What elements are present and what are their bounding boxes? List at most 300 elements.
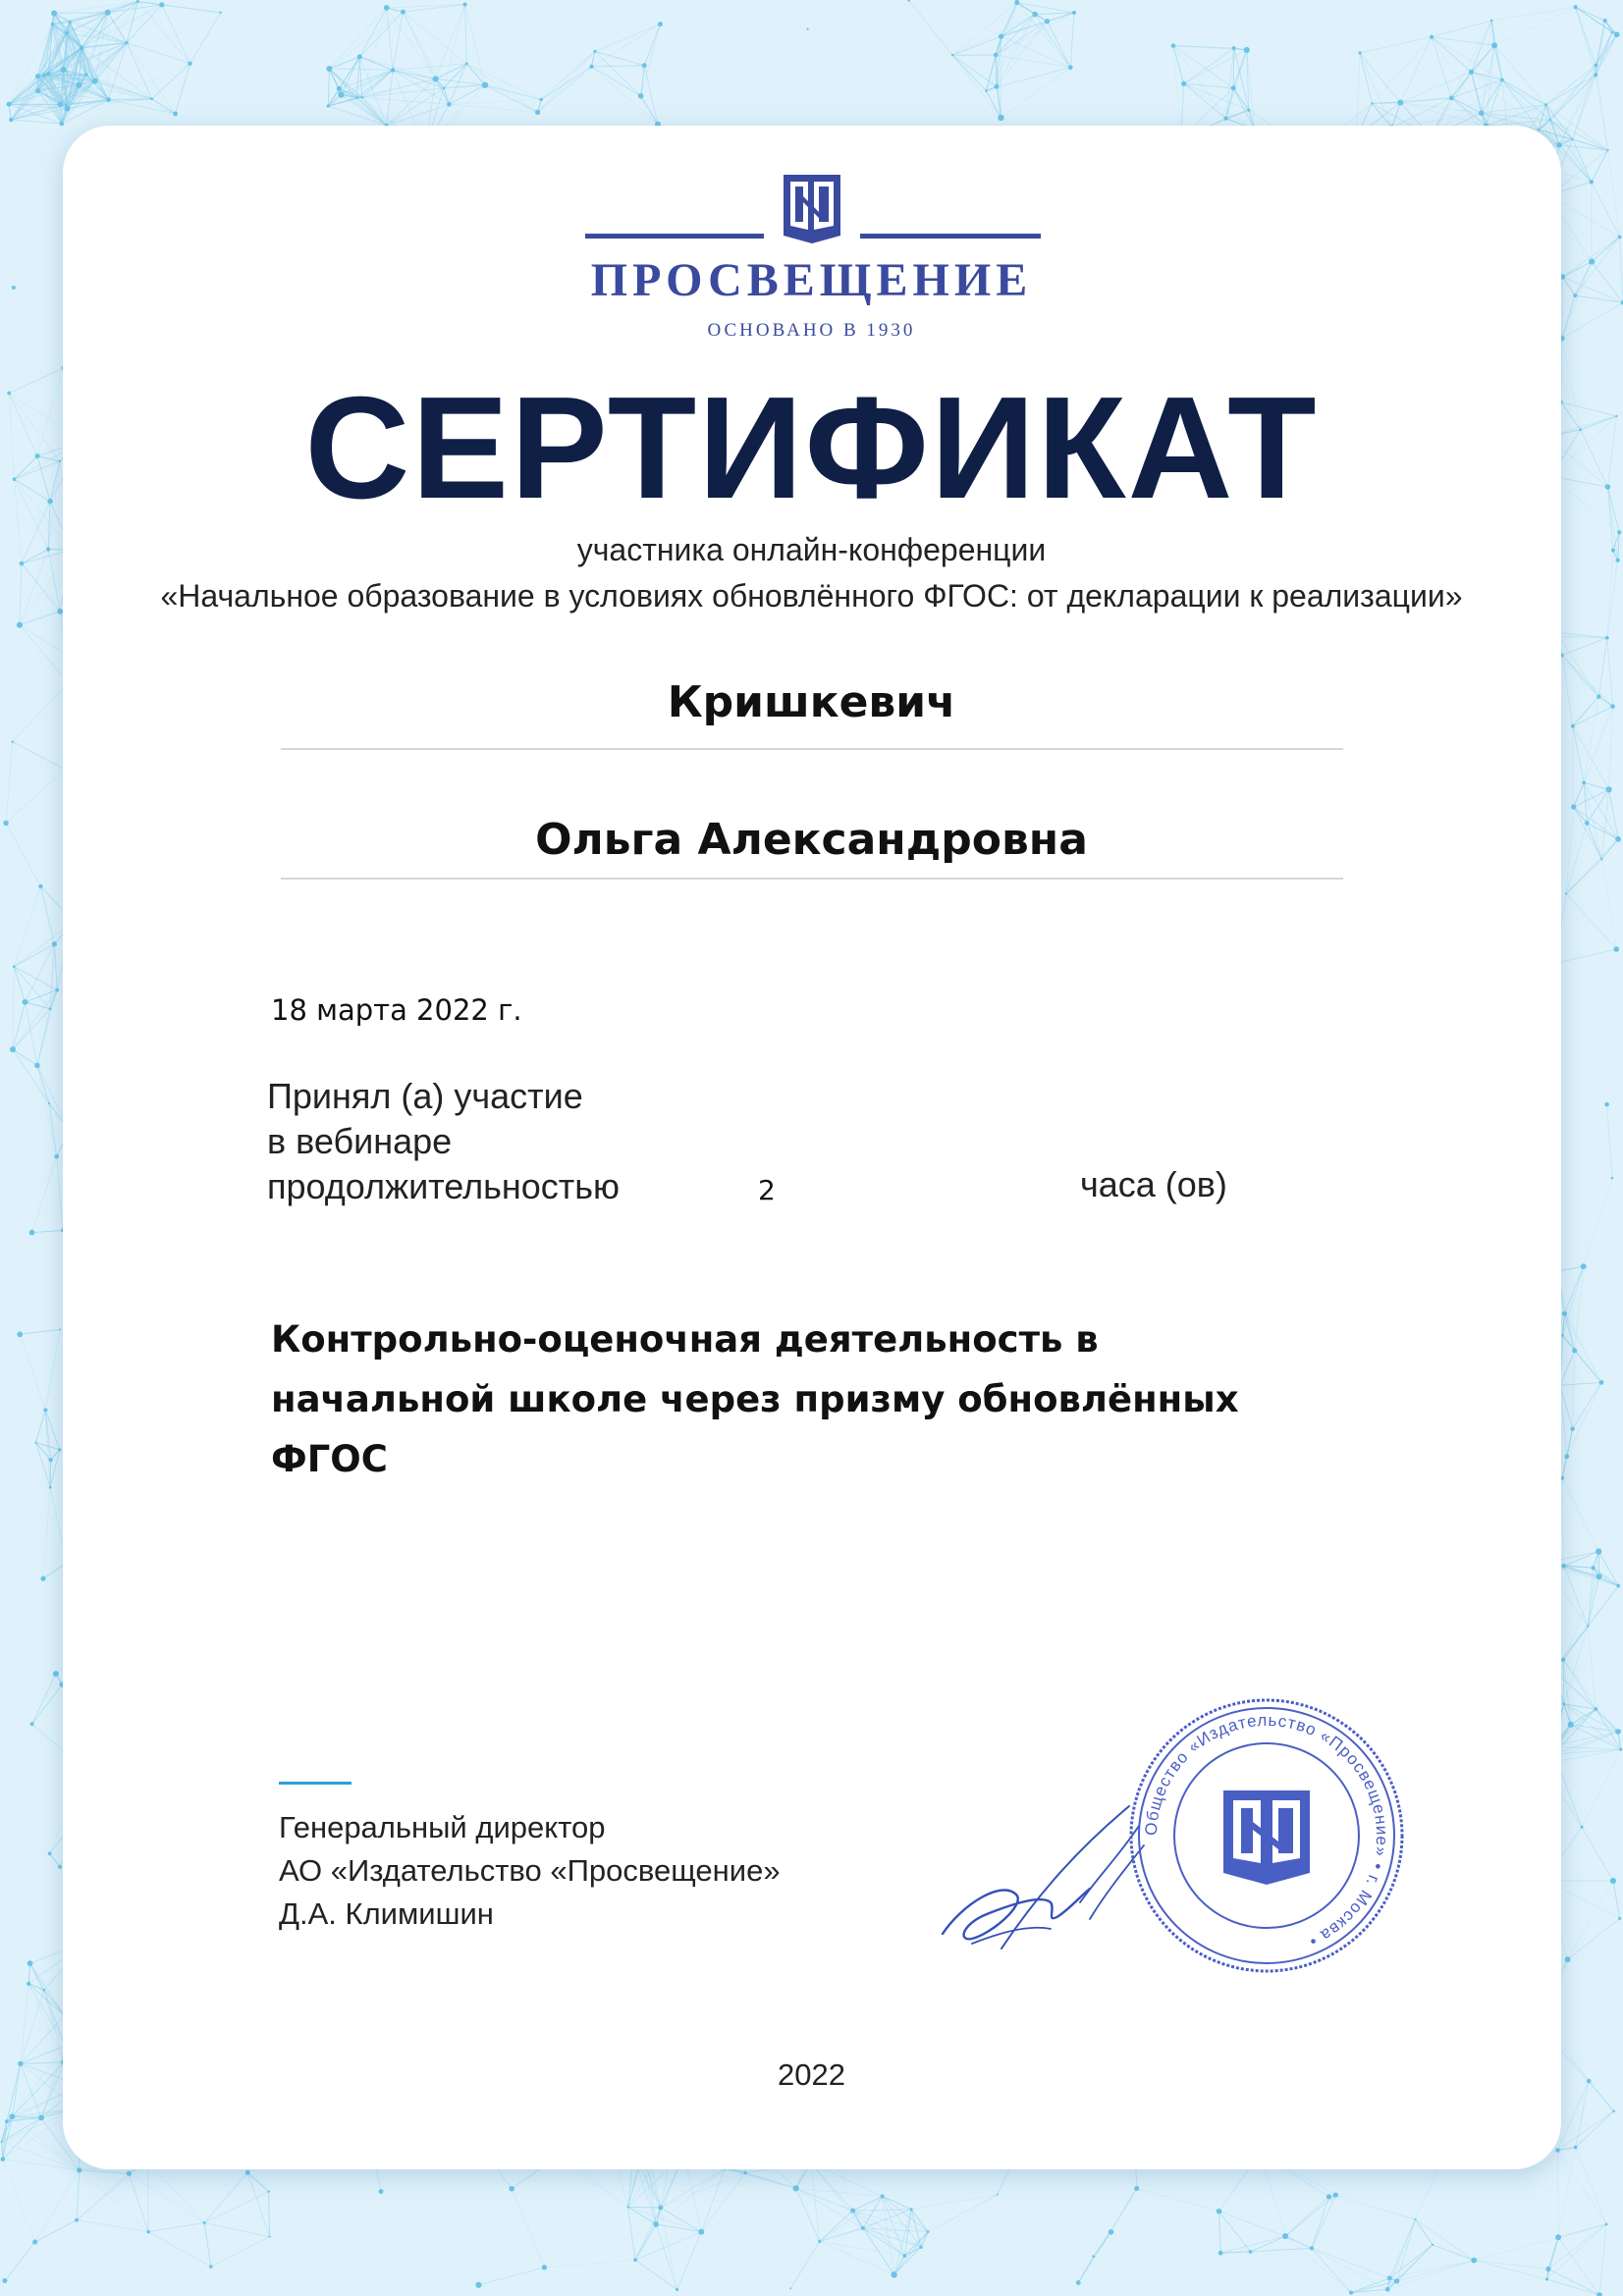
- network-node: [482, 81, 488, 87]
- network-node: [1599, 1380, 1604, 1385]
- network-node: [463, 3, 467, 7]
- network-node: [1538, 129, 1540, 131]
- network-node: [27, 1982, 30, 1986]
- network-link: [43, 1487, 50, 1578]
- network-node: [1562, 1311, 1567, 1316]
- network-node: [1217, 2209, 1222, 2215]
- given-names-underline: [281, 878, 1343, 880]
- network-node: [10, 2113, 16, 2119]
- network-node: [850, 2209, 855, 2214]
- network-node: [203, 2221, 206, 2224]
- network-node: [51, 11, 57, 17]
- network-link: [162, 5, 221, 13]
- network-node: [146, 2230, 150, 2234]
- network-link: [1568, 1881, 1613, 1959]
- network-link: [28, 1963, 29, 1984]
- network-link: [641, 96, 658, 125]
- network-node: [384, 5, 390, 11]
- network-link: [595, 25, 660, 52]
- network-node: [1604, 1102, 1609, 1107]
- network-link: [1312, 2248, 1397, 2281]
- network-node: [818, 2240, 821, 2243]
- network-node: [1561, 1334, 1564, 1337]
- network-link: [1094, 2188, 1137, 2256]
- network-link: [952, 55, 997, 86]
- network-link: [1416, 2219, 1434, 2245]
- network-node: [1606, 149, 1608, 151]
- network-link: [1582, 1749, 1621, 1827]
- network-node: [997, 2194, 999, 2196]
- network-node: [2, 2278, 7, 2283]
- network-node: [337, 86, 342, 91]
- network-node: [1479, 110, 1484, 115]
- network-node: [54, 1154, 59, 1159]
- network-link: [176, 64, 190, 114]
- network-link: [1360, 37, 1432, 53]
- network-link: [20, 1334, 45, 1410]
- network-node: [1596, 1548, 1601, 1554]
- network-link: [591, 67, 658, 125]
- network-node: [65, 106, 71, 112]
- network-link: [403, 12, 466, 64]
- network-node: [1092, 2255, 1095, 2258]
- network-link: [1335, 2195, 1415, 2219]
- network-node: [902, 2254, 906, 2258]
- network-link: [1573, 726, 1584, 783]
- network-link: [538, 51, 595, 112]
- network-node: [326, 66, 332, 72]
- network-node: [43, 1989, 46, 1992]
- network-link: [31, 1156, 56, 1232]
- network-node: [1385, 2287, 1390, 2292]
- surname-underline: [281, 748, 1343, 750]
- network-node: [40, 1576, 45, 1581]
- network-node: [35, 88, 40, 93]
- network-node: [1574, 5, 1578, 9]
- network-node: [1076, 2280, 1081, 2285]
- network-node: [327, 104, 330, 107]
- network-link: [1471, 72, 1539, 130]
- network-node: [1244, 47, 1250, 53]
- network-node: [106, 97, 111, 102]
- network-node: [55, 988, 59, 992]
- certificate-subtitle: участника онлайн-конференции: [576, 532, 1047, 567]
- network-node: [1545, 2278, 1548, 2281]
- network-node: [744, 2171, 747, 2174]
- network-link: [77, 2173, 129, 2219]
- network-link: [1599, 2224, 1606, 2295]
- signatory-accent-line: [279, 1782, 352, 1785]
- network-link: [1137, 2188, 1219, 2211]
- network-node: [1565, 1956, 1571, 1962]
- network-node: [13, 965, 16, 968]
- network-link: [77, 2162, 148, 2220]
- network-link: [1173, 46, 1226, 119]
- network-node: [1072, 11, 1076, 15]
- network-node: [220, 12, 222, 14]
- network-node: [1556, 142, 1561, 147]
- network-node: [633, 2258, 637, 2262]
- network-link: [1312, 2195, 1335, 2248]
- organization-stamp: [1119, 1688, 1414, 1983]
- network-node: [1544, 103, 1547, 106]
- network-link: [1548, 2237, 1558, 2269]
- network-link: [996, 55, 1070, 68]
- network-link: [1017, 3, 1071, 68]
- participant-surname: Кришкевич: [667, 677, 956, 727]
- network-node: [910, 2208, 913, 2211]
- network-node: [1469, 70, 1474, 75]
- network-link: [6, 742, 13, 824]
- network-link: [1001, 68, 1070, 118]
- network-link: [1557, 2151, 1558, 2238]
- network-link: [1573, 75, 1596, 138]
- network-node: [65, 104, 68, 107]
- network-node: [150, 97, 153, 100]
- network-node: [357, 54, 362, 59]
- network-link: [1596, 75, 1607, 150]
- network-link: [952, 55, 986, 90]
- network-link: [635, 2260, 677, 2289]
- signatory-position: Генеральный директор: [279, 1810, 606, 1844]
- network-node: [447, 102, 452, 107]
- brand-founded: ОСНОВАНО В 1930: [707, 320, 916, 341]
- network-link: [1389, 2219, 1415, 2278]
- network-node: [1387, 2275, 1392, 2280]
- network-node: [5, 2119, 9, 2123]
- network-link: [1491, 7, 1575, 21]
- network-link: [1048, 22, 1071, 68]
- network-node: [338, 91, 344, 97]
- network-node: [540, 98, 543, 101]
- network-link: [1582, 1827, 1613, 1881]
- logo-rule-left: [585, 234, 764, 239]
- network-node: [23, 999, 28, 1005]
- network-link: [1387, 2261, 1474, 2290]
- network-node: [29, 1230, 35, 1236]
- network-node: [861, 2226, 865, 2230]
- network-link: [32, 1674, 56, 1724]
- network-link: [1494, 45, 1545, 104]
- network-node: [1014, 0, 1019, 5]
- network-node: [1430, 35, 1434, 39]
- network-link: [644, 25, 660, 66]
- network-node: [1565, 892, 1567, 894]
- network-link: [1372, 103, 1391, 128]
- network-node: [1616, 1584, 1620, 1588]
- network-link: [1568, 1918, 1620, 1959]
- footer-year: 2022: [778, 2057, 845, 2092]
- network-link: [1592, 150, 1608, 182]
- network-link: [1548, 2224, 1606, 2269]
- network-link: [1285, 2195, 1335, 2236]
- network-link: [1563, 1660, 1564, 1704]
- network-node: [38, 884, 42, 888]
- network-link: [538, 67, 592, 113]
- network-link: [656, 2224, 676, 2289]
- network-node: [443, 86, 446, 89]
- network-node: [1032, 12, 1038, 18]
- network-node: [34, 1441, 36, 1443]
- network-link: [1328, 2197, 1415, 2219]
- network-link: [77, 2170, 80, 2220]
- network-node: [627, 2206, 629, 2208]
- network-node: [1358, 51, 1361, 54]
- network-node: [1572, 1348, 1577, 1353]
- network-link: [1486, 105, 1545, 126]
- network-node: [475, 2282, 481, 2288]
- event-date: 18 марта 2022 г.: [271, 993, 522, 1027]
- network-node: [49, 1486, 52, 1489]
- network-node: [125, 41, 128, 44]
- network-link: [811, 2163, 820, 2242]
- network-node: [58, 102, 63, 107]
- network-link: [1360, 53, 1392, 128]
- network-link: [162, 5, 190, 64]
- network-link: [1567, 1429, 1573, 1457]
- network-link: [356, 57, 359, 98]
- network-node: [1068, 65, 1073, 70]
- network-node: [653, 2221, 659, 2227]
- participant-given-names: Ольга Александровна: [535, 815, 1088, 865]
- network-node: [698, 2229, 704, 2235]
- network-node: [1109, 2229, 1114, 2235]
- brand-name: ПРОСВЕЩЕНИЕ: [590, 254, 1033, 306]
- network-node: [51, 23, 54, 26]
- network-link: [449, 99, 541, 104]
- network-link: [148, 2232, 211, 2268]
- network-link: [909, 0, 952, 55]
- network-node: [1181, 81, 1186, 86]
- network-node: [1613, 946, 1619, 952]
- network-link: [811, 2163, 853, 2211]
- network-link: [2, 2142, 3, 2160]
- network-link: [1573, 726, 1609, 790]
- network-link: [1564, 1566, 1618, 1585]
- network-node: [269, 2236, 271, 2238]
- network-node: [1610, 1878, 1616, 1884]
- network-link: [1562, 638, 1607, 656]
- network-link: [45, 1330, 60, 1411]
- network-link: [80, 2170, 130, 2173]
- duration-value: 2: [758, 1174, 776, 1206]
- network-link: [26, 1002, 51, 1009]
- network-link: [635, 2224, 656, 2260]
- network-node: [1618, 235, 1622, 239]
- network-node: [1614, 31, 1620, 37]
- network-node: [59, 1329, 61, 1331]
- network-node: [10, 1046, 16, 1052]
- network-link: [127, 43, 189, 64]
- network-node: [1045, 19, 1050, 24]
- network-node: [535, 110, 540, 115]
- network-link: [1564, 1313, 1601, 1382]
- network-link: [1433, 2245, 1474, 2261]
- network-link: [1563, 1335, 1601, 1382]
- network-node: [1591, 1566, 1595, 1570]
- network-node: [1582, 781, 1586, 785]
- network-link: [591, 67, 640, 96]
- network-link: [449, 85, 485, 105]
- network-link: [628, 2208, 635, 2261]
- network-link: [541, 67, 591, 100]
- network-node: [999, 33, 1003, 38]
- network-node: [1590, 180, 1594, 184]
- network-node: [1568, 1722, 1574, 1728]
- network-node: [1562, 1702, 1565, 1705]
- network-link: [1608, 150, 1620, 237]
- network-node: [806, 27, 808, 29]
- network-link: [894, 2232, 928, 2275]
- network-node: [1349, 2290, 1353, 2294]
- network-node: [1415, 2218, 1417, 2220]
- network-node: [951, 54, 953, 56]
- network-link: [811, 2163, 863, 2228]
- network-node: [173, 111, 178, 116]
- participation-line-2: в вебинаре: [267, 1121, 453, 1161]
- network-node: [1611, 1177, 1614, 1180]
- network-node: [1500, 78, 1504, 81]
- network-link: [952, 36, 1001, 55]
- network-link: [465, 5, 467, 64]
- network-link: [356, 98, 386, 126]
- network-node: [1581, 1263, 1587, 1269]
- network-link: [485, 85, 541, 100]
- network-node: [46, 72, 50, 76]
- network-node: [1574, 2146, 1578, 2150]
- network-link: [269, 2192, 270, 2237]
- network-link: [1558, 1266, 1584, 1271]
- network-link: [1557, 2151, 1606, 2224]
- network-node: [77, 2167, 81, 2172]
- network-link: [1078, 2257, 1093, 2283]
- network-link: [1234, 48, 1255, 130]
- network-link: [921, 2195, 998, 2248]
- network-node: [159, 2, 164, 7]
- network-link: [137, 2, 162, 5]
- network-link: [1558, 2147, 1576, 2237]
- network-node: [1615, 1729, 1621, 1735]
- network-node: [1594, 1707, 1597, 1711]
- network-link: [1184, 50, 1247, 83]
- network-link: [1567, 1382, 1601, 1456]
- network-link: [1357, 53, 1360, 136]
- network-link: [1070, 13, 1074, 68]
- network-node: [49, 1007, 52, 1010]
- network-node: [1594, 73, 1597, 77]
- network-link: [1576, 2147, 1606, 2223]
- network-link: [1575, 1266, 1584, 1351]
- network-node: [391, 68, 395, 72]
- network-node: [136, 0, 139, 3]
- network-link: [1574, 782, 1584, 807]
- network-link: [127, 43, 176, 114]
- network-node: [1605, 636, 1609, 640]
- network-node: [509, 2186, 514, 2192]
- network-link: [1494, 7, 1576, 45]
- network-node: [658, 22, 663, 27]
- network-node: [985, 89, 988, 92]
- network-node: [1432, 2244, 1434, 2246]
- network-link: [204, 2222, 211, 2267]
- network-link: [50, 1853, 60, 1866]
- network-node: [1570, 1426, 1575, 1431]
- network-node: [1249, 2250, 1253, 2254]
- network-link: [1564, 1566, 1589, 1626]
- network-link: [449, 64, 466, 104]
- network-link: [1219, 2212, 1221, 2254]
- network-node: [1618, 1917, 1621, 1920]
- network-link: [14, 886, 40, 967]
- network-node: [593, 50, 596, 53]
- duration-label: продолжительностью: [267, 1166, 620, 1206]
- network-link: [641, 66, 645, 96]
- network-link: [1474, 2261, 1548, 2269]
- network-link: [1432, 21, 1491, 37]
- network-link: [31, 1230, 63, 1232]
- signatory-organization: АО «Издательство «Просвещение»: [279, 1853, 781, 1888]
- network-link: [35, 1410, 45, 1442]
- network-node: [998, 115, 1003, 121]
- network-link: [1285, 2236, 1312, 2248]
- network-link: [1607, 1104, 1612, 1178]
- network-link: [894, 2210, 912, 2275]
- network-node: [1605, 2222, 1608, 2225]
- network-node: [58, 1865, 62, 1869]
- network-link: [86, 43, 127, 76]
- network-link: [1372, 37, 1432, 104]
- network-node: [1561, 1564, 1566, 1569]
- network-link: [1559, 145, 1592, 183]
- network-link: [3, 2160, 35, 2242]
- network-node: [433, 76, 439, 81]
- network-node: [1545, 2267, 1550, 2271]
- network-link: [1596, 1709, 1618, 1732]
- network-node: [1231, 85, 1236, 90]
- network-link: [863, 2228, 905, 2256]
- network-link: [1573, 726, 1574, 807]
- network-link: [466, 64, 537, 113]
- network-link: [820, 2241, 905, 2256]
- network-node: [1587, 1625, 1589, 1627]
- network-node: [360, 96, 362, 98]
- signatory-name: Д.А. Климишин: [279, 1896, 494, 1931]
- network-link: [109, 100, 176, 114]
- network-node: [1572, 138, 1574, 140]
- network-link: [478, 2268, 544, 2285]
- network-node: [34, 1063, 40, 1069]
- network-node: [881, 2194, 885, 2198]
- network-link: [13, 742, 65, 770]
- network-node: [61, 67, 67, 73]
- network-node: [1619, 1748, 1622, 1751]
- network-node: [676, 2288, 678, 2291]
- conference-name: «Начальное образование в условиях обновлённого ФГОС: от декларации к реализации»: [160, 578, 1463, 614]
- network-node: [53, 1671, 59, 1677]
- network-node: [1171, 43, 1176, 48]
- network-node: [105, 10, 111, 16]
- network-link: [1555, 949, 1616, 963]
- network-node: [1606, 786, 1612, 792]
- network-node: [17, 622, 23, 628]
- network-link: [328, 69, 329, 106]
- network-node: [38, 2115, 44, 2121]
- network-link: [1416, 2219, 1475, 2261]
- network-link: [1613, 1881, 1620, 1918]
- network-link: [387, 8, 393, 71]
- network-node: [42, 74, 46, 78]
- network-link: [37, 1009, 50, 1066]
